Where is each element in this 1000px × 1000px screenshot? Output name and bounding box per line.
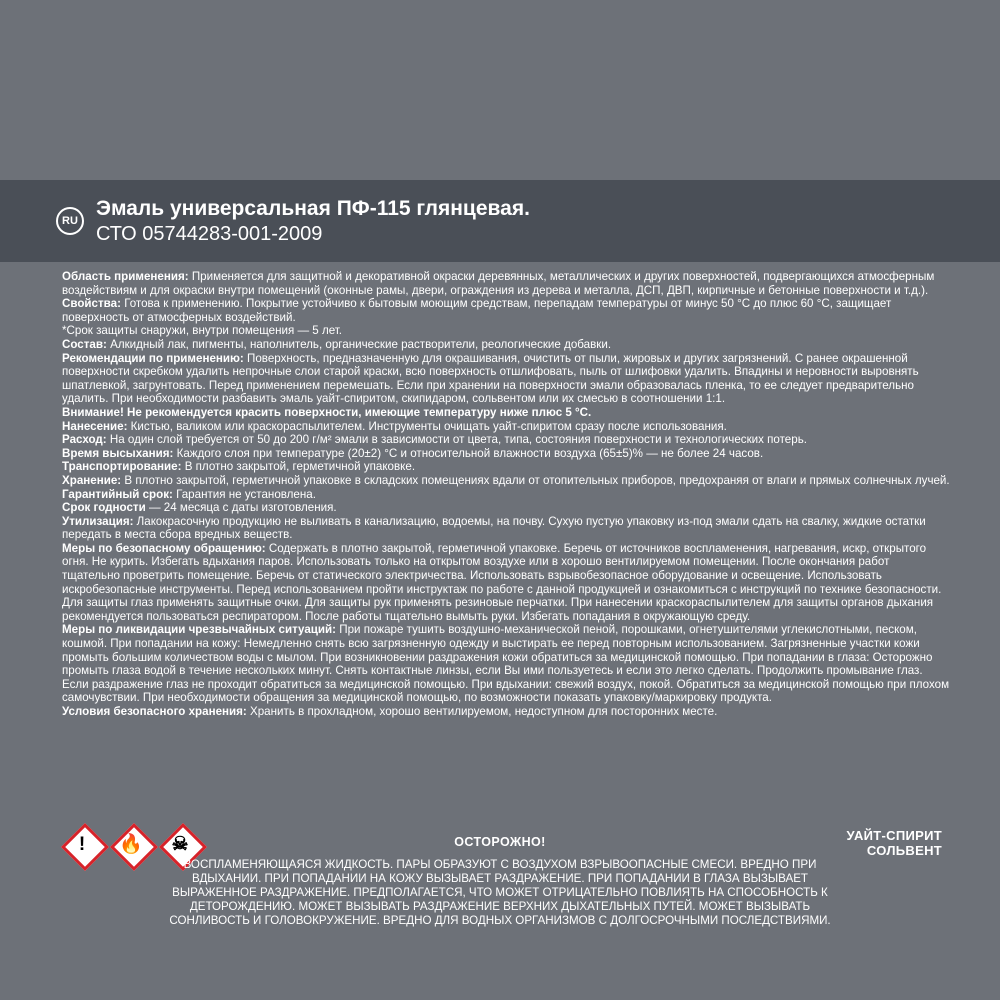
- ru-locale-icon: RU: [56, 207, 84, 235]
- standard-code: СТО 05744283-001-2009: [96, 223, 323, 245]
- spec-paragraph: [62, 623, 950, 705]
- spec-paragraph: [62, 501, 950, 515]
- spec-paragraph-label: Время высыхания:: [62, 446, 174, 460]
- spec-paragraph-text: Кистью, валиком или краскораспылителем. Инструменты очищать уайт-спиритом сразу после использования.: [127, 419, 727, 433]
- spec-paragraph: [62, 447, 950, 461]
- spec-paragraph: [62, 488, 950, 502]
- spec-paragraph-label: Срок годности: [62, 501, 146, 515]
- spec-paragraph: [62, 474, 950, 488]
- spec-paragraph-text: Поверхность, предназначенную для окрашивания, очистить от пыли, жировых и других загрязнений. С ранее окрашенной поверхности скребком удалить непрочные слои старой краски, всю поверхность отшлифовать, пыль от шлифовки удалить. Впадины и неровности выровнять шпатлевкой, загрунтовать. Перед применением перемешать. Если при хранении на поверхности эмали образовалась пленка, то ее следует предварительно удалить. При необходимости разбавить эмаль уайт-спиритом, скипидаром, сольвентом или их смесью в соотношении 1:1.: [62, 351, 919, 406]
- hazard-statements: ВОСПЛАМЕНЯЮЩАЯСЯ ЖИДКОСТЬ. ПАРЫ ОБРАЗУЮТ С ВОЗДУХОМ ВЗРЫВООПАСНЫЕ СМЕСИ. ВРЕДНО ПРИ ВДЫХАНИИ. ПРИ ПОПАДАНИИ НА КОЖУ ВЫЗЫВАЕТ РАЗДРАЖЕНИЕ. ПРИ ПОПАДАНИИ В ГЛАЗА ВЫЗЫВАЕТ ВЫРАЖЕННОЕ РАЗДРАЖЕНИЕ. ПРЕДПОЛАГАЕТСЯ, ЧТО МОЖЕТ ОТРИЦАТЕЛЬНО ПОВЛИЯТЬ НА СПОСОБНОСТЬ К ДЕТОРОЖДЕНИЮ. МОЖЕТ ВЫЗЫВАТЬ РАЗДРАЖЕНИЕ ВЕРХНИХ ДЫХАТЕЛЬНЫХ ПУТЕЙ. МОЖЕТ ВЫЗЫВАТЬ СОНЛИВОСТЬ И ГОЛОВОКРУЖЕНИЕ. ВРЕДНО ДЛЯ ВОДНЫХ ОРГАНИЗМОВ С ДОЛГОСРОЧНЫМИ ПОСЛЕДСТВИЯМИ.: [169, 858, 831, 927]
- spec-paragraph-label: Транспортирование:: [62, 460, 182, 474]
- spec-paragraph: [62, 324, 950, 338]
- spec-paragraph-text: Гарантия не установлена.: [172, 487, 316, 501]
- spec-paragraph-label: Меры по безопасному обращению:: [62, 541, 266, 555]
- spec-paragraph-text: *Срок защиты снаружи, внутри помещения — 5 лет.: [62, 324, 343, 338]
- spec-paragraph: [62, 352, 950, 406]
- spec-paragraph-text: Алкидный лак, пигменты, наполнитель, органические растворители, реологические добавки.: [106, 337, 612, 351]
- spec-paragraph-label: Свойства:: [62, 297, 121, 311]
- spec-paragraph-text: На один слой требуется от 50 до 200 г/м² эмали в зависимости от цвета, типа, состояния поверхности и технологических потерь.: [106, 433, 807, 447]
- spec-paragraph: [62, 433, 950, 447]
- spec-paragraph-label: Область применения:: [62, 270, 189, 283]
- spec-paragraph-text: Применяется для защитной и декоративной окраски деревянных, металлических и других поверхностей, подвергающихся атмосферным воздействиям и для окраски внутри помещений (оконные рамы, двери, ограждения из дерева и металла, ДСП, ДВП, кирпичные и бетонные поверхности и т.д.).: [62, 270, 935, 297]
- spec-paragraph-text: Готова к применению. Покрытие устойчиво к бытовым моющим средствам, перепадам температуры от минус 50 °С до плюс 60 °С, защищает поверхность от атмосферных воздействий.: [62, 297, 892, 324]
- spec-paragraph-label: Расход:: [62, 433, 107, 447]
- solvent-line-2: СОЛЬВЕНТ: [866, 843, 942, 858]
- page-title: Эмаль универсальная ПФ-115 глянцевая.: [96, 197, 530, 220]
- spec-paragraph-label: Меры по ликвидации чрезвычайных ситуаций:: [62, 623, 337, 637]
- spec-paragraph: [62, 705, 950, 719]
- solvent-info: [847, 828, 942, 858]
- specification-text: [62, 270, 950, 719]
- signal-word: ОСТОРОЖНО!: [454, 835, 546, 849]
- spec-paragraph-label: Состав:: [62, 337, 107, 351]
- spec-paragraph-label: Нанесение:: [62, 419, 128, 433]
- spec-paragraph-label: Условия безопасного хранения:: [62, 705, 247, 718]
- spec-paragraph: [62, 420, 950, 434]
- spec-paragraph-text: Лакокрасочную продукцию не выливать в канализацию, водоемы, на почву. Сухую пустую упаковку из-под эмали сдать на свалку, жидкие остатки передать в места сбора вредных веществ.: [62, 514, 926, 542]
- spec-paragraph-label: Внимание! Не рекомендуется красить поверхности, имеющие температуру ниже плюс 5 °С.: [62, 405, 592, 419]
- header-band: [0, 180, 1000, 262]
- spec-paragraph-text: — 24 месяца с даты изготовления.: [145, 501, 337, 515]
- spec-paragraph: [62, 297, 950, 324]
- spec-paragraph-label: Гарантийный срок:: [62, 487, 173, 501]
- spec-paragraph-text: В плотно закрытой, герметичной упаковке в складских помещениях вдали от отопительных приборов, предохраняя от влаги и прямых солнечных лучей.: [121, 473, 950, 487]
- spec-paragraph: [62, 406, 950, 420]
- header-text-block: [96, 196, 530, 246]
- spec-paragraph: [62, 542, 950, 624]
- spec-paragraph-text: При пожаре тушить воздушно-механической пеной, порошками, огнетушителями углекислотными, песком, кошмой. При попадании на кожу: Немедленно снять всю загрязненную одежду и выстирать ее перед повторным использованием. Загрязненные участки кожи промыть большим количеством воды с мылом. При возникновении раздражения кожи обратиться за медицинской помощью. При попадании в глаза: Осторожно промыть глаза водой в течение нескольких минут. Снять контактные линзы, если Вы ими пользуетесь и если это легко сделать. Продолжить промывание глаз. Если раздражение глаз не проходит обратиться за медицинской помощью. При вдыхании: свежий воздух, покой. Обратиться за медицинской помощью при плохом самочувствии. При необходимости обращения за медицинской помощью, по возможности показать упаковку/маркировку продукта.: [62, 623, 950, 705]
- spec-paragraph-text: Каждого слоя при температуре (20±2) °С и относительной влажности воздуха (65±5)% — не более 24 часов.: [173, 446, 764, 460]
- spec-paragraph-text: В плотно закрытой, герметичной упаковке.: [181, 460, 416, 474]
- spec-paragraph-label: Хранение:: [62, 473, 122, 487]
- hazard-glyph: ☠: [171, 833, 189, 855]
- spec-paragraph-label: Рекомендации по применению:: [62, 351, 244, 365]
- spec-paragraph: [62, 515, 950, 542]
- spec-paragraph-label: Утилизация:: [62, 514, 134, 528]
- spec-paragraph: [62, 460, 950, 474]
- spec-paragraph: [62, 338, 950, 352]
- spec-paragraph-text: Хранить в прохладном, хорошо вентилируемом, недоступном для посторонних месте.: [246, 705, 718, 718]
- solvent-line-1: УАЙТ-СПИРИТ: [846, 828, 942, 843]
- hazard-glyph: 🔥: [119, 833, 143, 855]
- spec-paragraph: [62, 270, 950, 297]
- spec-paragraph-text: Содержать в плотно закрытой, герметичной упаковке. Беречь от источников воспламенения, нагревания, искр, открытого огня. Не курить. Избегать вдыхания паров. Использовать только на открытом воздухе или в хорошо вентилируемом помещении. После окончания работ тщательно проветрить помещение. Беречь от статического электричества. Использовать взрывобезопасное оборудование и освещение. Использовать искробезопасные инструменты. Перед использованием пройти инструктаж по работе с данной продукцией и ознакомиться с инструкций по технике безопасности. Для защиты глаз применять защитные очки. Для защиты рук применять резиновые перчатки. При нанесении краскораспылителем для защиты органов дыхания рекомендуется пользоваться респиратором. После работы тщательно вымыть руки. Избегать попадания в окружающую среду.: [62, 541, 942, 623]
- hazard-glyph: !: [78, 833, 86, 855]
